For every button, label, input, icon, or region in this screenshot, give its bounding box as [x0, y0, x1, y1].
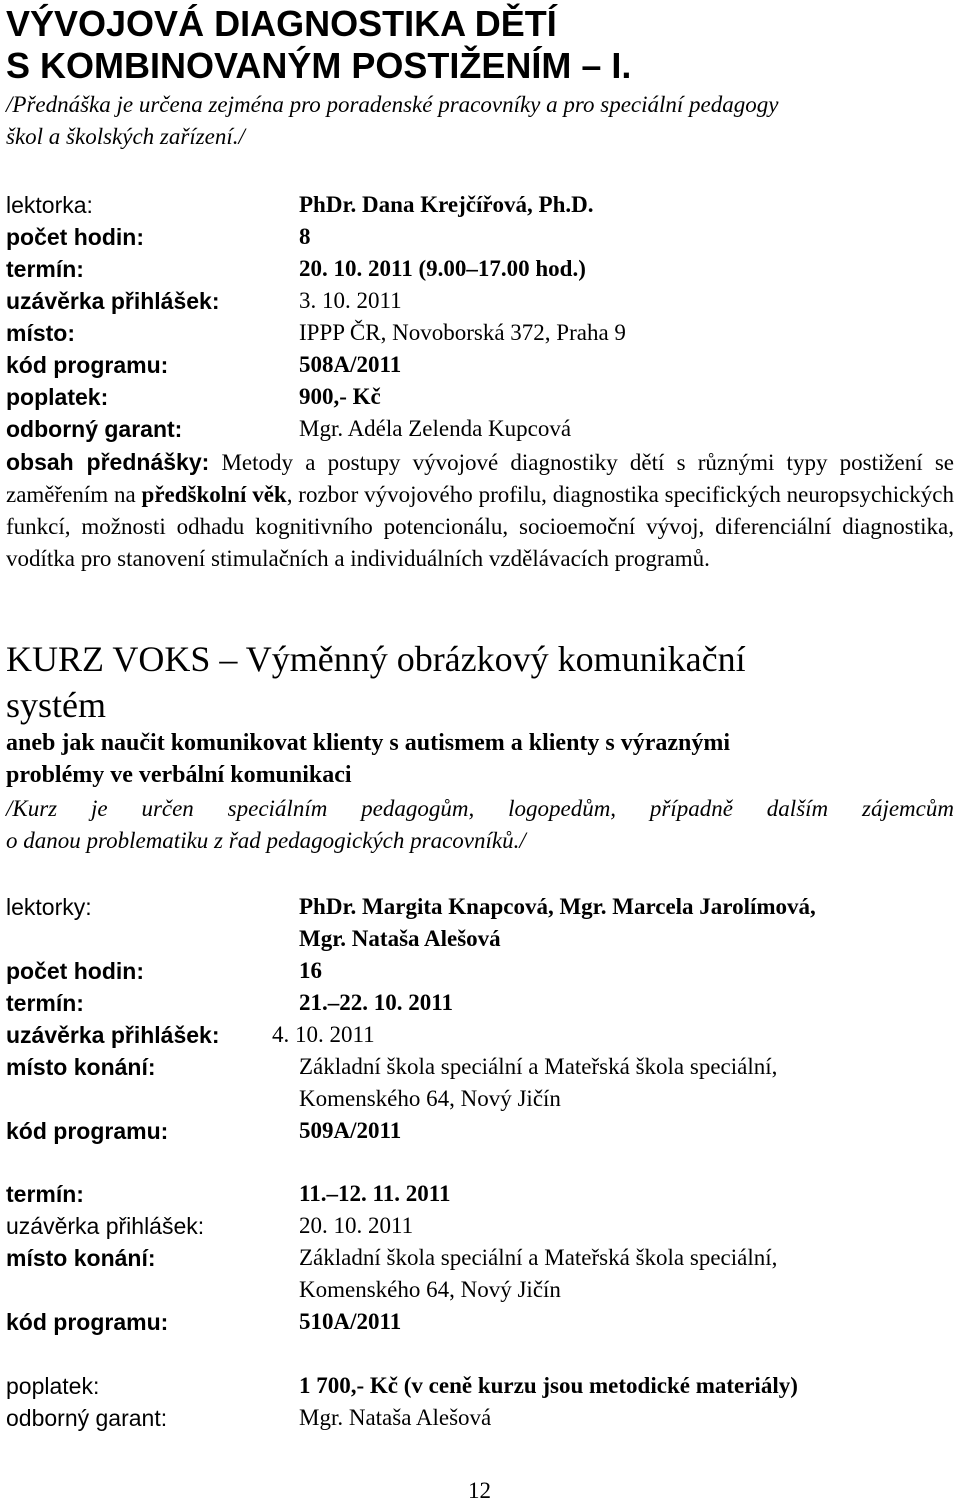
t1-misto-value-line1: Základní škola speciální a Mateřská škola speciální,: [299, 1054, 778, 1079]
s2-pocet-hodin-label: počet hodin:: [6, 958, 144, 984]
poplatek-value: 900,- Kč: [299, 384, 381, 409]
termin-label: termín:: [6, 256, 84, 282]
t1-termin-value: 21.–22. 10. 2011: [299, 990, 453, 1015]
t2-uzaverka-label: uzávěrka přihlášek:: [6, 1213, 205, 1239]
s2-garant-value: Mgr. Nataša Alešová: [299, 1405, 492, 1430]
obsah-text-part2: , rozbor vývojového profilu, diagnostika specifických neuropsychických funkcí, možnosti odhadu kognitivního potencionálu, socioemoční vývoj, diferenciální diagnostika, vodítka pro stanovení stimulačních a individuálních vzdělávacích programů.: [6, 482, 955, 571]
s2-garant-label: odborný garant:: [6, 1405, 168, 1431]
t1-termin-label: termín:: [6, 990, 84, 1016]
kod-programu-value: 508A/2011: [299, 352, 402, 377]
termin-value: 20. 10. 2011 (9.00–17.00 hod.): [299, 256, 586, 281]
s2-poplatek-value: 1 700,- Kč (v ceně kurzu jsou metodické materiály): [299, 1373, 798, 1398]
t2-kod-label: kód programu:: [6, 1309, 169, 1335]
t2-termin-label: termín:: [6, 1181, 84, 1207]
lektorky-label: lektorky:: [6, 894, 92, 920]
t1-misto-label: místo konání:: [6, 1054, 156, 1080]
page-number: 12: [468, 1478, 491, 1503]
odborny-garant-label: odborný garant:: [6, 416, 183, 442]
section1-note-line2: škol a školských zařízení./: [6, 124, 245, 149]
misto-label: místo:: [6, 320, 75, 346]
t1-misto-value-line2: Komenského 64, Nový Jičín: [299, 1086, 561, 1111]
lektorka-label: lektorka:: [6, 192, 93, 218]
t2-uzaverka-value: 20. 10. 2011: [299, 1213, 414, 1238]
s2-pocet-hodin-value: 16: [299, 958, 322, 983]
section2-note-line2: o danou problematiku z řad pedagogických pracovníků./: [6, 828, 526, 853]
section2-subheading-line1: aneb jak naučit komunikovat klienty s autismem a klienty s výraznými: [6, 730, 731, 756]
odborny-garant-value: Mgr. Adéla Zelenda Kupcová: [299, 416, 572, 441]
obsah-prednasky-label: obsah přednášky:: [6, 449, 210, 475]
kod-programu-label: kód programu:: [6, 352, 169, 378]
t2-misto-value-line2: Komenského 64, Nový Jičín: [299, 1277, 561, 1302]
t1-uzaverka-label: uzávěrka přihlášek:: [6, 1022, 220, 1048]
section2-heading-line2: systém: [6, 685, 107, 725]
lektorky-value-line2: Mgr. Nataša Alešová: [299, 926, 501, 951]
section1-note-line1: /Přednáška je určena zejména pro poradenské pracovníky a pro speciální pedagogy: [6, 92, 779, 117]
section1-title-line1: VÝVOJOVÁ DIAGNOSTIKA DĚTÍ: [6, 3, 557, 44]
obsah-prednasky-paragraph: [6, 446, 954, 575]
lektorky-value-line1: PhDr. Margita Knapcová, Mgr. Marcela Jarolímová,: [299, 894, 816, 919]
obsah-text-bold: předškolní věk: [141, 482, 287, 507]
section2-subheading-line2: problémy ve verbální komunikaci: [6, 762, 352, 788]
poplatek-label: poplatek:: [6, 384, 109, 410]
lektorka-value: PhDr. Dana Krejčířová, Ph.D.: [299, 192, 594, 217]
uzaverka-value: 3. 10. 2011: [299, 288, 402, 313]
t1-kod-value: 509A/2011: [299, 1118, 402, 1143]
t2-misto-value-line1: Základní škola speciální a Mateřská škola speciální,: [299, 1245, 778, 1270]
pocet-hodin-label: počet hodin:: [6, 224, 144, 250]
obsah-text-part1: Metody a postupy vývojové diagnostiky dětí s různými typy postižení se zaměřením na: [6, 450, 955, 507]
t2-misto-label: místo konání:: [6, 1245, 156, 1271]
pocet-hodin-value: 8: [299, 224, 311, 249]
t1-kod-label: kód programu:: [6, 1118, 169, 1144]
uzaverka-label: uzávěrka přihlášek:: [6, 288, 220, 314]
misto-value: IPPP ČR, Novoborská 372, Praha 9: [299, 320, 626, 345]
section1-title-line2: S KOMBINOVANÝM POSTIŽENÍM – I.: [6, 45, 632, 86]
s2-poplatek-label: poplatek:: [6, 1373, 100, 1399]
t2-kod-value: 510A/2011: [299, 1309, 402, 1334]
t2-termin-value: 11.–12. 11. 2011: [299, 1181, 451, 1206]
t1-uzaverka-value: 4. 10. 2011: [272, 1022, 375, 1047]
section2-note-line1: /Kurz je určen speciálním pedagogům, logopedům, případně dalším zájemcům: [6, 796, 954, 821]
section2-heading-line1: KURZ VOKS – Výměnný obrázkový komunikační: [6, 639, 746, 679]
